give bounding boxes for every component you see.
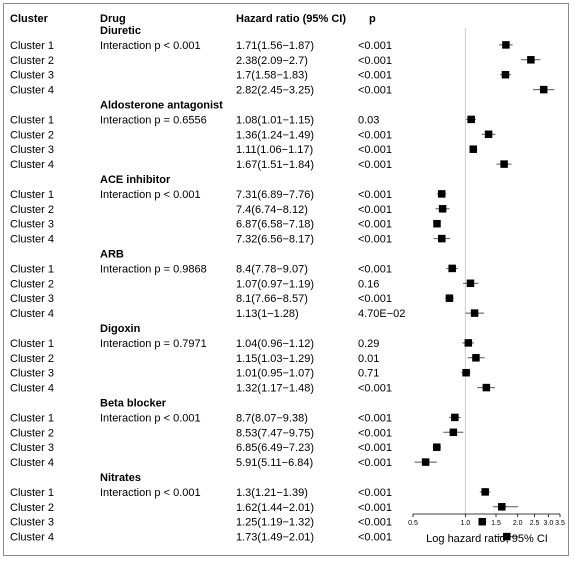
hazard-ratio-marker bbox=[500, 160, 508, 168]
cluster-label: Cluster 4 bbox=[10, 457, 55, 470]
hazard-ratio-marker bbox=[433, 443, 441, 451]
hazard-ratio-marker bbox=[448, 265, 456, 273]
p-value: <0.001 bbox=[358, 54, 392, 67]
cluster-label: Cluster 4 bbox=[10, 382, 55, 395]
drug-group-label: ARB bbox=[100, 248, 124, 261]
p-value: 0.03 bbox=[358, 114, 380, 127]
cluster-label: Cluster 4 bbox=[10, 308, 55, 321]
p-value: <0.001 bbox=[358, 188, 392, 201]
interaction-label: Interaction p = 0.9868 bbox=[100, 263, 207, 276]
hazard-ratio-value: 7.32(6.56−8.17) bbox=[236, 233, 314, 246]
x-tick-label: 2.0 bbox=[512, 520, 523, 527]
drug-group-label: ACE inhibitor bbox=[100, 174, 171, 186]
cluster-label: Cluster 4 bbox=[10, 159, 55, 172]
hazard-ratio-value: 2.38(2.09−2.7) bbox=[236, 54, 308, 67]
hazard-ratio-marker bbox=[485, 131, 493, 139]
cluster-label: Cluster 3 bbox=[10, 218, 55, 231]
hazard-ratio-marker bbox=[422, 458, 430, 466]
p-value: <0.001 bbox=[358, 293, 392, 306]
drug-group-label: Digoxin bbox=[100, 323, 141, 335]
p-value: <0.001 bbox=[358, 39, 392, 52]
hazard-ratio-value: 1.07(0.97−1.19) bbox=[236, 278, 314, 291]
p-value: <0.001 bbox=[358, 144, 392, 157]
hazard-ratio-value: 8.53(7.47−9.75) bbox=[236, 427, 314, 440]
hazard-ratio-value: 1.08(1.01−1.15) bbox=[236, 114, 314, 127]
cluster-label: Cluster 1 bbox=[10, 263, 55, 276]
interaction-label: Interaction p = 0.6556 bbox=[100, 114, 207, 127]
p-value: <0.001 bbox=[358, 263, 392, 276]
hazard-ratio-value: 8.7(8.07−9.38) bbox=[236, 412, 308, 425]
hazard-ratio-marker bbox=[467, 280, 475, 288]
cluster-label: Cluster 3 bbox=[10, 442, 55, 455]
hazard-ratio-marker bbox=[472, 354, 480, 362]
hazard-ratio-marker bbox=[481, 488, 489, 496]
cluster-label: Cluster 1 bbox=[10, 188, 55, 201]
hazard-ratio-value: 1.71(1.56−1.87) bbox=[236, 39, 314, 52]
interaction-label: Interaction p < 0.001 bbox=[100, 39, 201, 52]
hazard-ratio-marker bbox=[527, 56, 535, 64]
p-value: <0.001 bbox=[358, 501, 392, 514]
cluster-label: Cluster 3 bbox=[10, 516, 55, 529]
p-value: <0.001 bbox=[358, 531, 392, 544]
p-value: <0.001 bbox=[358, 516, 392, 529]
hazard-ratio-value: 1.73(1.49−2.01) bbox=[236, 531, 314, 544]
cluster-label: Cluster 4 bbox=[10, 233, 55, 246]
hazard-ratio-marker bbox=[502, 41, 510, 49]
cluster-label: Cluster 3 bbox=[10, 69, 55, 82]
hazard-ratio-marker bbox=[439, 205, 447, 213]
p-value: <0.001 bbox=[358, 427, 392, 440]
hazard-ratio-marker bbox=[469, 145, 477, 153]
hazard-ratio-value: 6.85(6.49−7.23) bbox=[236, 442, 314, 455]
hazard-ratio-value: 7.31(6.89−7.76) bbox=[236, 188, 314, 201]
p-value: <0.001 bbox=[358, 457, 392, 470]
hazard-ratio-marker bbox=[433, 220, 441, 228]
x-axis bbox=[408, 28, 565, 527]
hazard-ratio-marker bbox=[438, 190, 446, 198]
x-tick-label: 1.5 bbox=[491, 520, 501, 527]
interaction-label: Interaction p = 0.7971 bbox=[100, 337, 207, 350]
drug-group-label: Beta blocker bbox=[100, 397, 167, 410]
x-axis-label: Log hazard ratio, 95% CI bbox=[426, 533, 548, 545]
hazard-ratio-value: 8.1(7.66−8.57) bbox=[236, 293, 308, 306]
cluster-label: Cluster 2 bbox=[10, 129, 55, 142]
hazard-ratio-marker bbox=[483, 384, 491, 392]
p-value: <0.001 bbox=[358, 203, 392, 216]
hazard-ratio-marker bbox=[450, 429, 458, 437]
p-value: 0.01 bbox=[358, 352, 380, 365]
hazard-ratio-marker bbox=[467, 116, 475, 124]
x-tick-label: 1.0 bbox=[460, 520, 471, 527]
hazard-ratio-marker bbox=[471, 309, 479, 317]
hazard-ratio-marker bbox=[451, 414, 459, 422]
hazard-ratio-value: 1.32(1.17−1.48) bbox=[236, 382, 314, 395]
cluster-label: Cluster 1 bbox=[10, 486, 55, 499]
cluster-label: Cluster 4 bbox=[10, 531, 55, 544]
x-tick-label: 2.5 bbox=[529, 520, 540, 527]
hazard-ratio-marker bbox=[446, 294, 454, 302]
p-value: <0.001 bbox=[358, 69, 392, 82]
hazard-ratio-value: 1.62(1.44−2.01) bbox=[236, 501, 314, 514]
p-value: <0.001 bbox=[358, 233, 392, 246]
cluster-label: Cluster 2 bbox=[10, 427, 55, 440]
p-value: <0.001 bbox=[358, 129, 392, 142]
hazard-ratio-value: 1.13(1−1.28) bbox=[236, 308, 299, 321]
p-value: 0.71 bbox=[358, 367, 380, 380]
hazard-ratio-value: 1.25(1.19−1.32) bbox=[236, 516, 314, 529]
hazard-ratio-marker bbox=[462, 369, 470, 377]
x-tick-label: 0.5 bbox=[408, 520, 418, 527]
p-value: <0.001 bbox=[358, 218, 392, 231]
hazard-ratio-value: 5.91(5.11−6.84) bbox=[236, 457, 314, 470]
cluster-label: Cluster 2 bbox=[10, 54, 55, 67]
cluster-label: Cluster 3 bbox=[10, 293, 55, 306]
cluster-label: Cluster 3 bbox=[10, 144, 55, 157]
hazard-ratio-value: 1.04(0.96−1.12) bbox=[236, 337, 314, 350]
hazard-ratio-value: 1.15(1.03−1.29) bbox=[236, 352, 314, 365]
hazard-ratio-value: 8.4(7.78−9.07) bbox=[236, 263, 308, 276]
interaction-label: Interaction p < 0.001 bbox=[100, 486, 201, 499]
cluster-label: Cluster 1 bbox=[10, 114, 55, 127]
x-tick-label: 3.5 bbox=[555, 520, 565, 527]
p-value: 0.16 bbox=[358, 278, 380, 291]
interaction-label: Interaction p < 0.001 bbox=[100, 188, 201, 201]
p-value: <0.001 bbox=[358, 159, 392, 172]
forest-marks bbox=[415, 41, 555, 540]
hazard-ratio-value: 1.11(1.06−1.17) bbox=[236, 144, 314, 157]
hazard-ratio-marker bbox=[465, 339, 473, 347]
header-p: p bbox=[369, 13, 376, 25]
p-value: <0.001 bbox=[358, 486, 392, 499]
x-tick-label: 3.0 bbox=[543, 520, 554, 527]
hazard-ratio-marker bbox=[438, 235, 446, 243]
cluster-label: Cluster 2 bbox=[10, 203, 55, 216]
hazard-ratio-marker bbox=[502, 71, 510, 79]
cluster-label: Cluster 3 bbox=[10, 367, 55, 380]
p-value: <0.001 bbox=[358, 382, 392, 395]
hazard-ratio-marker bbox=[540, 86, 548, 94]
cluster-label: Cluster 1 bbox=[10, 337, 55, 350]
hazard-ratio-value: 1.01(0.95−1.07) bbox=[236, 367, 314, 380]
hazard-ratio-marker bbox=[498, 503, 506, 511]
cluster-label: Cluster 2 bbox=[10, 352, 55, 365]
interaction-label: Interaction p < 0.001 bbox=[100, 412, 201, 425]
hazard-ratio-value: 1.36(1.24−1.49) bbox=[236, 129, 314, 142]
p-value: <0.001 bbox=[358, 84, 392, 97]
cluster-label: Cluster 2 bbox=[10, 501, 55, 514]
hazard-ratio-marker bbox=[478, 518, 486, 526]
header-drug: Drug bbox=[100, 13, 126, 25]
cluster-label: Cluster 1 bbox=[10, 39, 55, 52]
cluster-label: Cluster 1 bbox=[10, 412, 55, 425]
cluster-label: Cluster 2 bbox=[10, 278, 55, 291]
p-value: 0.29 bbox=[358, 337, 380, 350]
p-value: 4.70E−02 bbox=[358, 308, 406, 321]
p-value: <0.001 bbox=[358, 442, 392, 455]
hazard-ratio-value: 1.67(1.51−1.84) bbox=[236, 159, 314, 172]
drug-group-label: Diuretic bbox=[100, 25, 141, 37]
hazard-ratio-value: 1.7(1.58−1.83) bbox=[236, 69, 308, 82]
p-value: <0.001 bbox=[358, 412, 392, 425]
hazard-ratio-value: 6.87(6.58−7.18) bbox=[236, 218, 314, 231]
drug-group-label: Aldosterone antagonist bbox=[100, 99, 223, 112]
drug-group-label: Nitrates bbox=[100, 472, 141, 484]
header-hazard-ratio: Hazard ratio (95% CI) bbox=[236, 13, 347, 25]
hazard-ratio-value: 7.4(6.74−8.12) bbox=[236, 203, 308, 216]
hazard-ratio-value: 2.82(2.45−3.25) bbox=[236, 84, 314, 97]
header-cluster: Cluster bbox=[10, 13, 48, 25]
cluster-label: Cluster 4 bbox=[10, 84, 55, 97]
table-rows bbox=[10, 25, 405, 544]
hazard-ratio-value: 1.3(1.21−1.39) bbox=[236, 486, 308, 499]
